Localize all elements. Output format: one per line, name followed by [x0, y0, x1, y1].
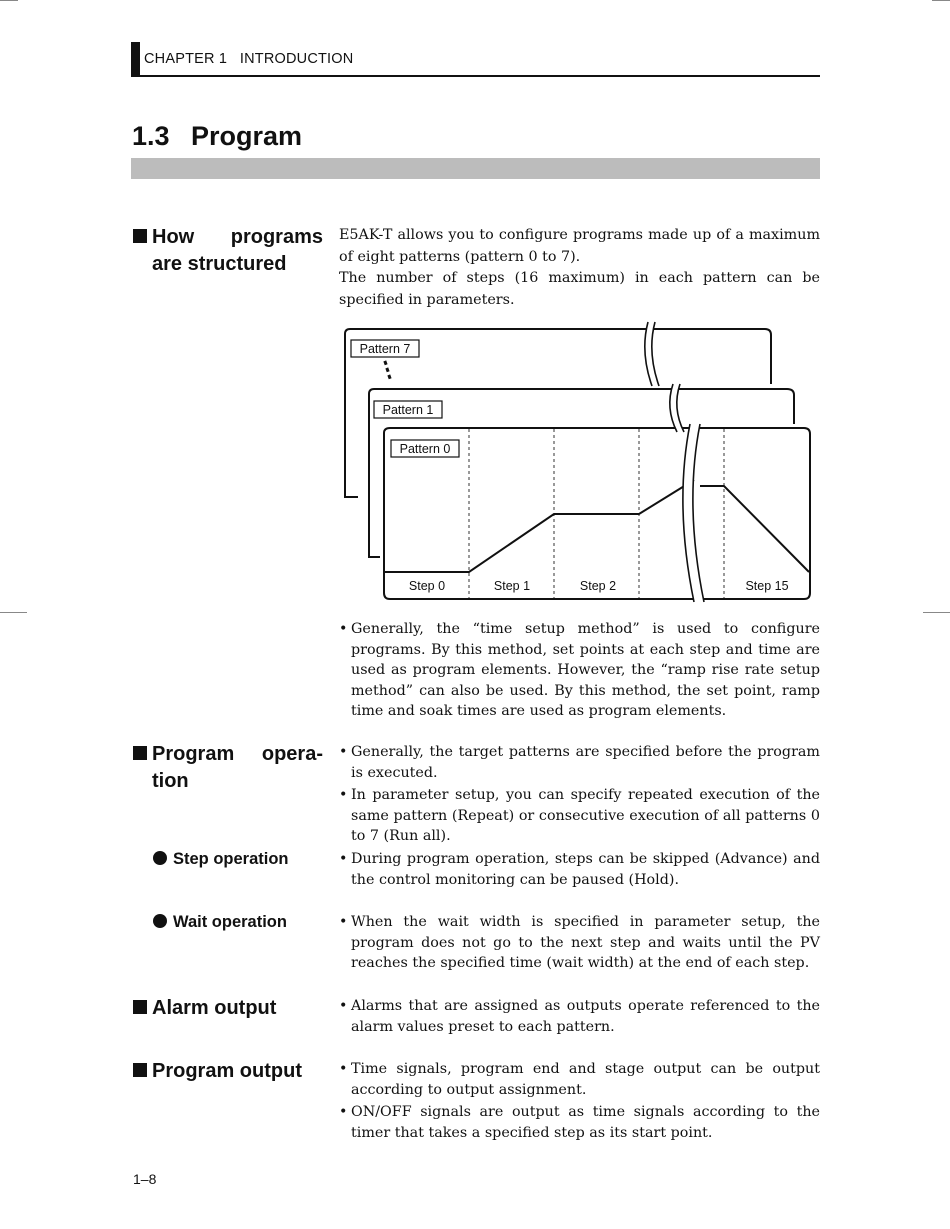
heading-alarm-output [133, 995, 323, 1022]
structure-intro [339, 225, 820, 311]
heading-word: opera- [261, 743, 323, 765]
bullet-text: Time signals, program end and stage output can be output according to output assignment. [351, 1061, 820, 1098]
operation-bullet [339, 785, 820, 847]
ellipsis-dot [387, 374, 391, 379]
square-bullet-icon [133, 1063, 147, 1077]
heading-wait-operation [153, 913, 287, 932]
crop-mark [923, 612, 950, 613]
page-number: 1–8 [133, 1171, 157, 1187]
pattern-0-label: Pattern 0 [399, 442, 451, 456]
sub-heading-text: Step operation [173, 850, 289, 868]
chapter-number: CHAPTER 1 [144, 51, 228, 67]
ellipsis-dot [385, 367, 389, 372]
pattern-7-label: Pattern 7 [359, 342, 411, 356]
step-0-label: Step 0 [408, 579, 446, 593]
square-bullet-icon [133, 746, 147, 760]
header-rule [131, 75, 820, 77]
heading-line: Alarm output [152, 997, 277, 1019]
square-bullet-icon [133, 229, 147, 243]
circle-bullet-icon [153, 851, 167, 865]
section-title-band [131, 158, 820, 179]
program-curve [385, 480, 694, 572]
section-number: 1.3 [132, 121, 170, 151]
program-pattern-diagram [330, 318, 820, 608]
bullet-mark: • [339, 787, 348, 803]
alarm-output-bullet [339, 996, 820, 1037]
program-curve [700, 486, 809, 572]
bullet-mark: • [339, 1061, 348, 1077]
wait-operation-bullet [339, 912, 820, 974]
bullet-mark: • [339, 1104, 348, 1120]
bullet-text: ON/OFF signals are output as time signals according to the timer that takes a specified step as its start point. [351, 1104, 820, 1141]
bullet-text: When the wait width is specified in parameter setup, the program does not go to the next step and waits until the PV reaches the specified time (wait width) at the end of each step. [351, 914, 820, 971]
step-2-label: Step 2 [579, 579, 617, 593]
heading-line: tion [152, 770, 189, 792]
structure-bullet [339, 619, 820, 722]
crop-mark [0, 0, 18, 1]
bullet-mark: • [339, 744, 348, 760]
heading-word: Program [152, 743, 235, 765]
heading-word: programs [230, 226, 323, 248]
bullet-text: During program operation, steps can be skipped (Advance) and the control monitoring can be paused (Hold). [351, 851, 820, 888]
heading-program-output [133, 1058, 323, 1085]
program-output-bullet [339, 1102, 820, 1143]
bullet-mark: • [339, 851, 348, 867]
bullet-mark: • [339, 998, 348, 1014]
bullet-mark: • [339, 621, 348, 637]
heading-word: How [152, 226, 195, 248]
intro-paragraph: The number of steps (16 maximum) in each pattern can be specified in parameters. [339, 270, 820, 308]
heading-line: Program output [152, 1060, 302, 1082]
bullet-text: Generally, the target patterns are specified before the program is executed. [351, 744, 820, 781]
running-header [131, 42, 820, 76]
step-1-label: Step 1 [493, 579, 531, 593]
section-title [132, 121, 302, 152]
circle-bullet-icon [153, 914, 167, 928]
ellipsis-dot [383, 360, 387, 365]
step-operation-bullet [339, 849, 820, 890]
heading-program-operation [133, 741, 323, 795]
heading-line: are structured [152, 253, 287, 275]
bullet-text: In parameter setup, you can specify repeated execution of the same pattern (Repeat) or consecutive execution of all patterns 0 to 7 (Run all). [351, 787, 820, 844]
intro-paragraph: E5AK-T allows you to configure programs made up of a maximum of eight patterns (pattern 0 to 7). [339, 227, 820, 265]
bullet-text: Generally, the “time setup method” is used to configure programs. By this method, set points at each step and time are used as program elements. However, the “ramp rise rate setup method” can also be used. By this method, the set point, ramp time and soak times are used as program elements. [351, 621, 820, 719]
header-text [144, 51, 353, 67]
crop-mark [0, 612, 27, 613]
chapter-title: INTRODUCTION [239, 51, 354, 67]
operation-bullet [339, 742, 820, 783]
header-bar [131, 42, 140, 76]
crop-mark [932, 0, 950, 1]
pattern-1-label: Pattern 1 [382, 403, 434, 417]
bullet-text: Alarms that are assigned as outputs operate referenced to the alarm values preset to each pattern. [351, 998, 820, 1035]
step-15-label: Step 15 [745, 579, 789, 593]
square-bullet-icon [133, 1000, 147, 1014]
program-output-bullet [339, 1059, 820, 1100]
heading-step-operation [153, 850, 289, 869]
bullet-mark: • [339, 914, 348, 930]
heading-how-programs-structured [133, 224, 323, 278]
section-title-text: Program [191, 121, 303, 151]
sub-heading-text: Wait operation [173, 913, 287, 931]
